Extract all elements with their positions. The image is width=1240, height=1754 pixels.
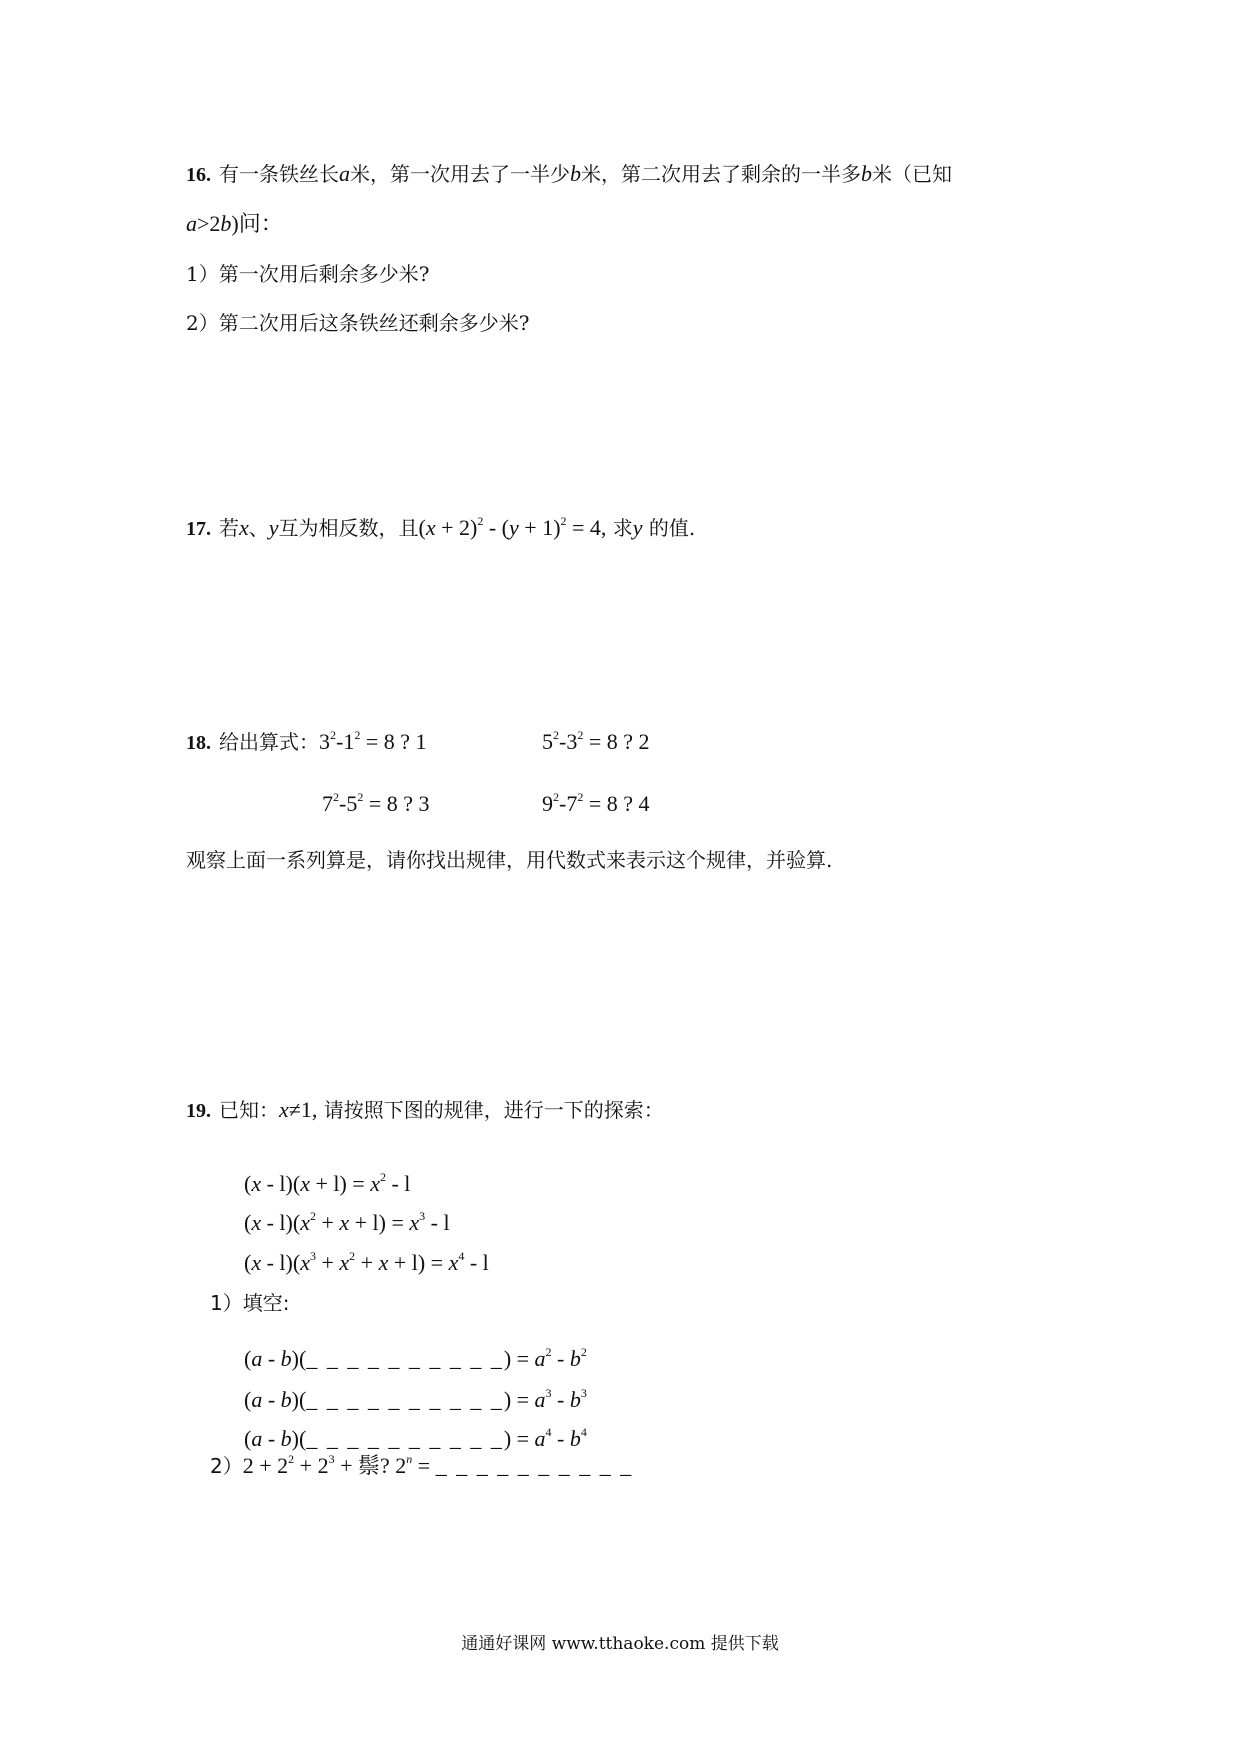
q19-pattern-1: $(x - l)(x + l) = x^2 - l$	[244, 1170, 411, 1196]
q16-subquestion-1: 1）第一次用后剩余多少米?	[186, 262, 430, 286]
page-footer: 通通好课网 www.tthaoke.com 提供下载	[461, 1634, 779, 1654]
q19-fill-2-blank: _ _ _ _ _ _ _ _ _ _	[306, 1387, 504, 1412]
q19-part-2: $2)2 + 2^2 + 2^3$ + 鬃? $2^n$ = _ _ _ _ _ _ _ _ _ _	[210, 1452, 634, 1478]
q18-equation-4: $9^2-7^2 = 8$ ? 4	[542, 790, 650, 816]
q16-subquestion-2: 2）第二次用后这条铁丝还剩余多少米?	[186, 311, 530, 335]
q19-fill-1: (a - b)(_ _ _ _ _ _ _ _ _ _) = $a^2 - b^2$	[244, 1345, 587, 1371]
q18-equation-2: $5^2-3^2 = 8$ ? 2	[542, 728, 650, 754]
q19-fill-3-blank: _ _ _ _ _ _ _ _ _ _	[306, 1426, 504, 1451]
q18-conclusion: 观察上面一系列算是，请你找出规律，用代数式来表示这个规律，并验算.	[186, 848, 833, 872]
q17-equation: $(x + 2)^2 - (y + 1)^2 = 4$,	[418, 514, 607, 540]
q19-fill-1-blank: _ _ _ _ _ _ _ _ _ _	[306, 1346, 504, 1371]
q17-line: 17. 若x、y互为相反数，且$(x + 2)^2 - (y + 1)^2 = 4$, 求y 的值.	[186, 514, 696, 540]
q19-pattern-3: $(x - l)(x^3 + x^2 + x + l) = x^4 - l$	[244, 1249, 489, 1275]
q16-line-2: a>2b)问：	[186, 211, 283, 236]
q18-line-1: 18. 给出算式：$3^2-1^2 = 8$ ? 1	[186, 728, 427, 754]
q18-number: 18.	[186, 732, 211, 754]
q16-line-1: 16. 有一条铁丝长a米，第一次用去了一半少b米，第二次用去了剩余的一半多b米（已知	[186, 161, 952, 186]
q17-number: 17.	[186, 518, 211, 540]
q18-equation-3: $7^2-5^2 = 8$ ? 3	[322, 790, 430, 816]
q19-pattern-2: $(x - l)(x^2 + x + l) = x^3 - l$	[244, 1209, 450, 1235]
q16-number: 16.	[186, 164, 211, 186]
q18-equation-1: $3^2-1^2 = 8$ ? 1	[319, 728, 427, 754]
q19-line-1: 19. 已知：x≠1, 请按照下图的规律，进行一下的探索：	[186, 1097, 664, 1122]
q19-part-2-blank: _ _ _ _ _ _ _ _ _ _	[435, 1453, 634, 1478]
q19-number: 19.	[186, 1100, 211, 1122]
q19-fill-3: (a - b)(_ _ _ _ _ _ _ _ _ _) = $a^4 - b^4$	[244, 1425, 587, 1451]
q19-fill-label: 1）填空:	[210, 1291, 290, 1315]
q19-fill-2: (a - b)(_ _ _ _ _ _ _ _ _ _) = $a^3 - b^3$	[244, 1386, 587, 1412]
